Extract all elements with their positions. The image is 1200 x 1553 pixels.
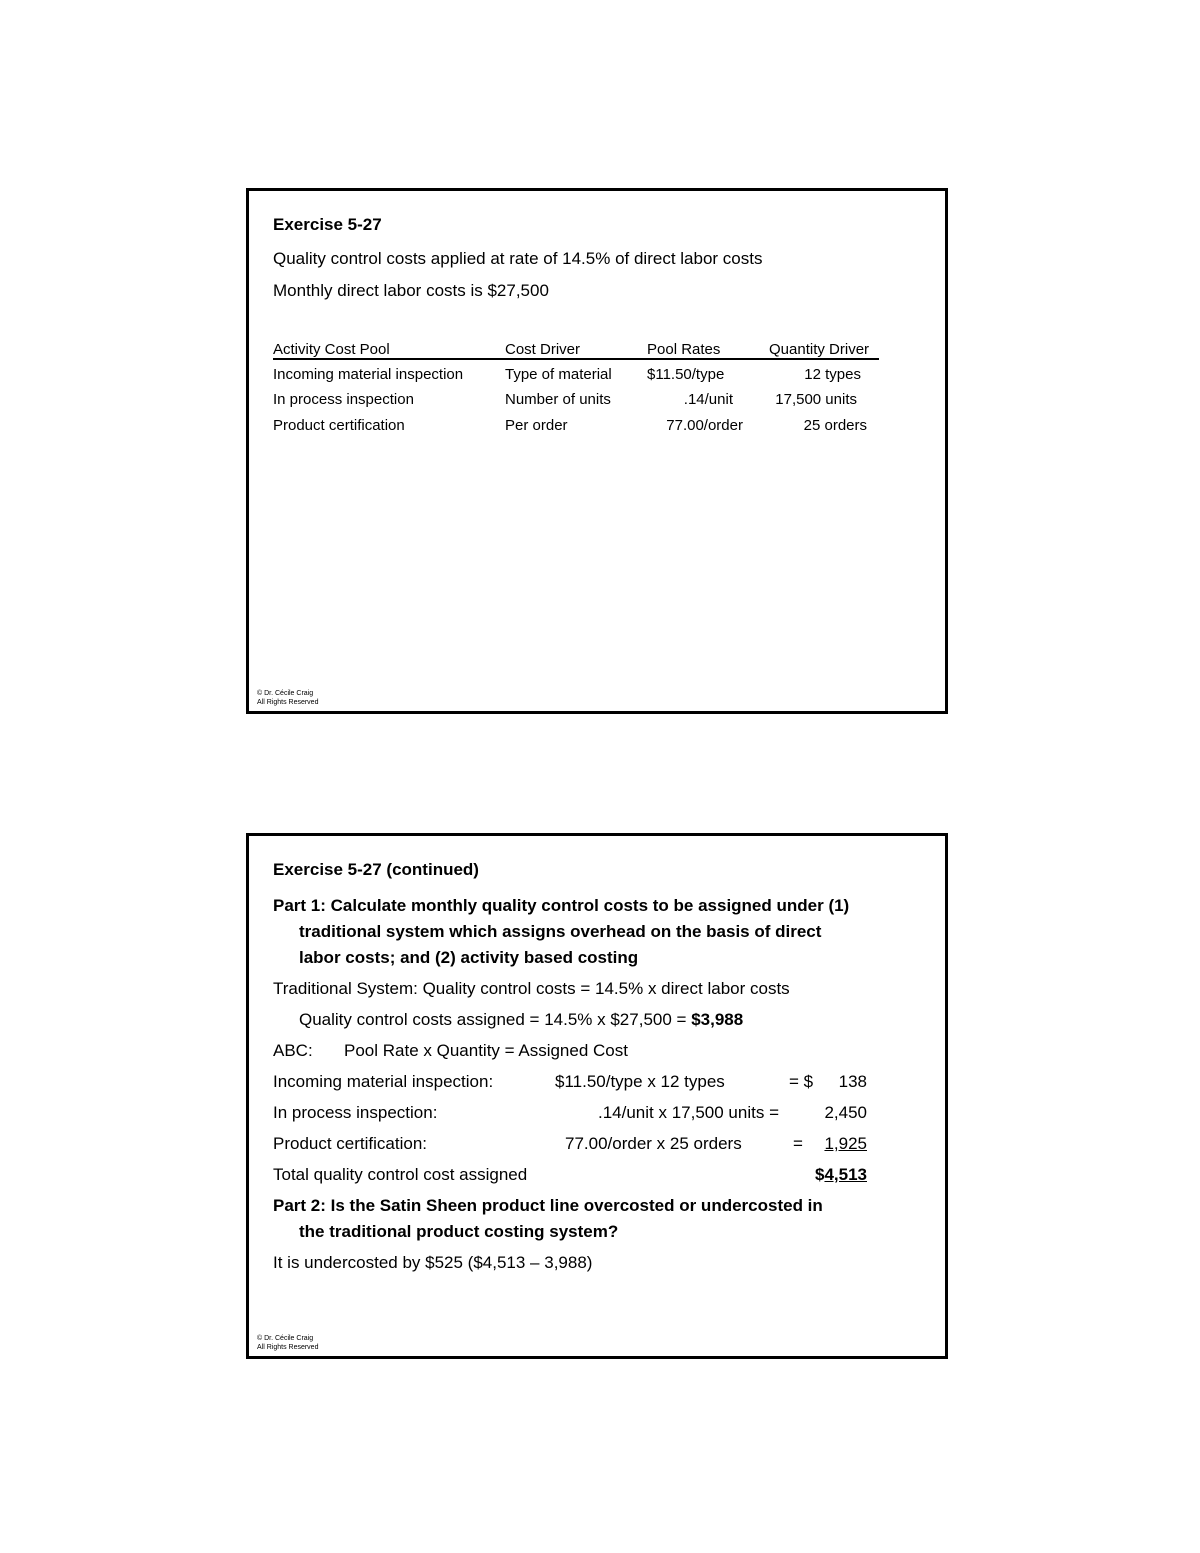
- calc-3-value: 1,925: [824, 1134, 867, 1153]
- part-1-line-1: Part 1: Calculate monthly quality control costs to be assigned under (1): [273, 896, 850, 915]
- slide-1: [246, 188, 948, 714]
- part-1-line-3: labor costs; and (2) activity based costing: [299, 948, 639, 967]
- calc-2-value: 2,450: [824, 1103, 867, 1122]
- slide-1-line-1: Quality control costs applied at rate of 14.5% of direct labor costs: [273, 249, 763, 268]
- calc-3-formula: 77.00/order x 25 orders: [565, 1134, 742, 1153]
- calc-1-label: Incoming material inspection:: [273, 1072, 494, 1091]
- calc-2-formula: .14/unit x 17,500 units =: [598, 1103, 779, 1122]
- row-1-pool: Incoming material inspection: [273, 366, 464, 383]
- total-value: 4,513: [824, 1165, 867, 1184]
- part-2-line-1: Part 2: Is the Satin Sheen product line overcosted or undercosted in: [273, 1196, 823, 1215]
- calc-3-equals: =: [793, 1134, 803, 1153]
- slide-2: [246, 833, 948, 1359]
- table-header-activity: Activity Cost Pool: [273, 341, 390, 358]
- row-3-quantity: 25 orders: [803, 417, 867, 434]
- calc-3-label: Product certification:: [273, 1134, 428, 1153]
- calc-1-value: 138: [838, 1072, 867, 1091]
- copyright-line-1: © Dr. Cécile Craig: [257, 690, 314, 697]
- table-header-pool-rates: Pool Rates: [647, 341, 721, 358]
- slide-2-title: Exercise 5-27 (continued): [273, 860, 479, 879]
- assigned-cost-value: $3,988: [691, 1010, 744, 1029]
- table-header-cost-driver: Cost Driver: [505, 341, 581, 358]
- copyright-notice: [257, 1334, 318, 1352]
- calc-1-formula: $11.50/type x 12 types: [555, 1072, 725, 1091]
- row-2-rate: .14/unit: [683, 391, 733, 408]
- copyright-notice: [257, 689, 318, 707]
- total-dollar-sign: $: [814, 1165, 825, 1184]
- row-3-pool: Product certification: [273, 417, 405, 434]
- abc-formula: Pool Rate x Quantity = Assigned Cost: [344, 1041, 628, 1060]
- assigned-cost-text: Quality control costs assigned = 14.5% x $27,500 =: [299, 1010, 692, 1029]
- table-header-underline: [273, 358, 879, 360]
- row-1-quantity: 12 types: [804, 366, 861, 383]
- copyright-line-1: © Dr. Cécile Craig: [257, 1335, 314, 1342]
- row-1-rate: $11.50/type: [647, 366, 725, 383]
- table-header-quantity-driver: Quantity Driver: [769, 341, 870, 358]
- part-2-line-2: the traditional product costing system?: [299, 1222, 619, 1241]
- answer-line: It is undercosted by $525 ($4,513 – 3,988): [273, 1253, 593, 1272]
- slide-1-title: Exercise 5-27: [273, 215, 382, 234]
- slide-1-line-2: Monthly direct labor costs is $27,500: [273, 281, 549, 300]
- copyright-line-2: All Rights Reserved: [257, 1344, 319, 1351]
- total-label: Total quality control cost assigned: [273, 1165, 528, 1184]
- row-2-pool: In process inspection: [273, 391, 414, 408]
- calc-2-label: In process inspection:: [273, 1103, 438, 1122]
- row-3-driver: Per order: [505, 417, 568, 434]
- copyright-line-2: All Rights Reserved: [257, 699, 319, 706]
- row-2-quantity: 17,500 units: [775, 391, 857, 408]
- assigned-cost-line: [299, 1010, 743, 1030]
- abc-label: ABC:: [273, 1041, 313, 1060]
- row-3-rate: 77.00/order: [666, 417, 743, 434]
- calc-1-equals: = $: [789, 1072, 814, 1091]
- total-amount: [789, 1165, 867, 1185]
- part-1-line-2: traditional system which assigns overhead on the basis of direct: [299, 922, 822, 941]
- traditional-system-line: Traditional System: Quality control costs = 14.5% x direct labor costs: [273, 979, 790, 998]
- row-1-driver: Type of material: [505, 366, 612, 383]
- row-2-driver: Number of units: [505, 391, 611, 408]
